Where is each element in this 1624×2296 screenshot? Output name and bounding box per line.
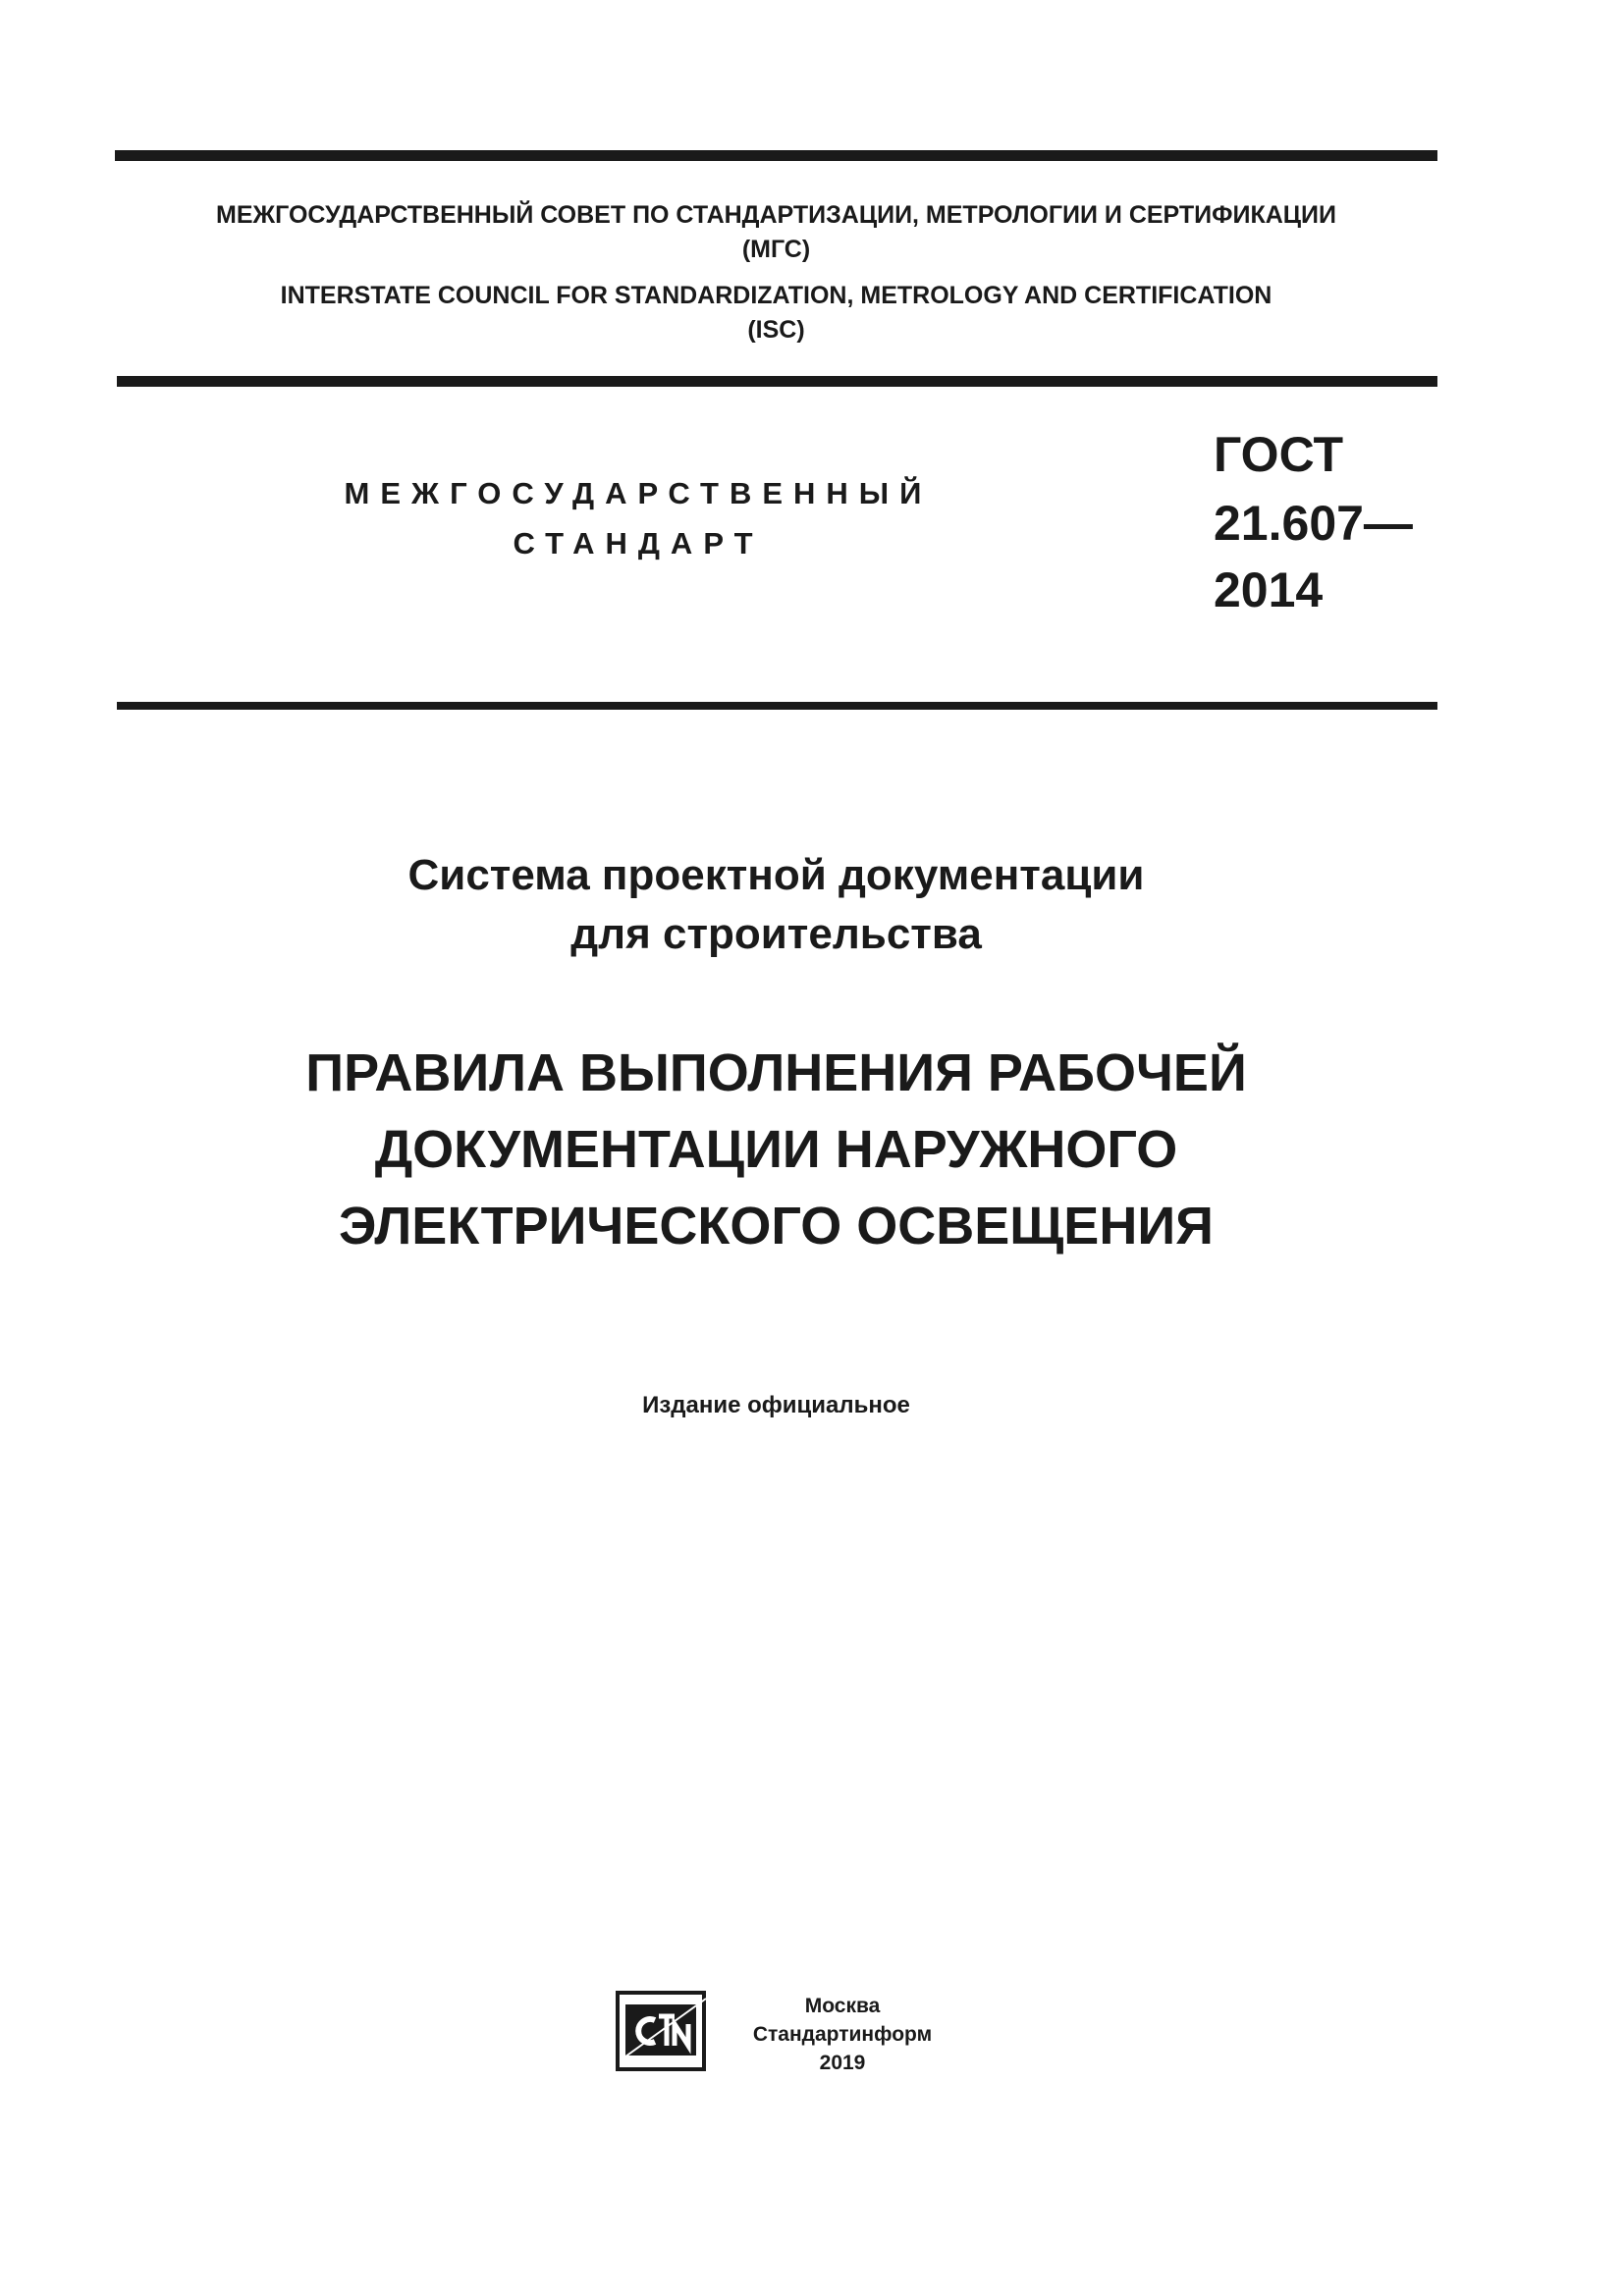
publisher-year: 2019: [819, 2052, 866, 2074]
series-title-line2: для строительства: [570, 910, 982, 958]
edition-label: Издание официальное: [642, 1392, 910, 1418]
document-title-line2: ДОКУМЕНТАЦИИ НАРУЖНОГО: [374, 1120, 1178, 1179]
council-name-ru: МЕЖГОСУДАРСТВЕННЫЙ СОВЕТ ПО СТАНДАРТИЗАЦИИ, МЕТРОЛОГИИ И СЕРТИФИКАЦИИ: [216, 201, 1336, 229]
council-rule: [117, 376, 1437, 387]
series-title-line1: Система проектной документации: [407, 851, 1145, 899]
publisher-name: Стандартинформ: [752, 2023, 933, 2046]
gost-year: 2014: [1214, 562, 1324, 617]
standard-type-line1: МЕЖГОСУДАРСТВЕННЫЙ: [344, 476, 933, 510]
council-abbr-ru: (МГС): [741, 236, 811, 263]
top-rule: [115, 150, 1437, 161]
header-bottom-rule: [117, 702, 1437, 710]
council-name-en: INTERSTATE COUNCIL FOR STANDARDIZATION, METROLOGY AND CERTIFICATION: [280, 282, 1272, 309]
standartinform-logo-icon: [616, 1991, 710, 2071]
gost-prefix: ГОСТ: [1214, 427, 1343, 482]
document-title-line1: ПРАВИЛА ВЫПОЛНЕНИЯ РАБОЧЕЙ: [305, 1043, 1247, 1102]
standard-type-line2: СТАНДАРТ: [513, 526, 764, 561]
publisher-city: Москва: [804, 1995, 881, 2017]
gost-number: 21.607—: [1214, 496, 1413, 551]
council-abbr-en: (ISC): [747, 316, 805, 344]
document-title-line3: ЭЛЕКТРИЧЕСКОГО ОСВЕЩЕНИЯ: [339, 1197, 1214, 1255]
